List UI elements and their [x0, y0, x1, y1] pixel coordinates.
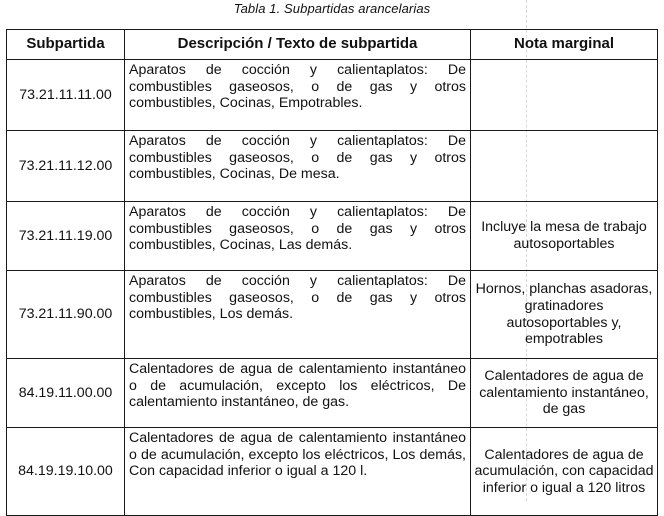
marginal-note: Incluye la mesa de trabajo autosoportables	[471, 202, 658, 271]
subpartida-description: Aparatos de cocción y calientaplatos: De combustibles gaseosos, o de gas y otros combustibles, Cocinas, Las demás.	[125, 202, 471, 271]
header-subpartida: Subpartida	[7, 30, 125, 60]
subpartida-description: Calentadores de agua de calentamiento instantáneo o de acumulación, excepto los eléctricos, De calentamiento instantáneo, de gas.	[125, 359, 471, 428]
table-row	[7, 359, 658, 428]
subpartida-description: Aparatos de cocción y calientaplatos: De combustibles gaseosos, o de gas y otros combustibles, Cocinas, Empotrables.	[125, 60, 471, 131]
marginal-note: Hornos, planchas asadoras, gratinadores autosoportables y, empotrables	[471, 271, 658, 359]
subpartida-code: 84.19.11.00.00	[7, 359, 125, 428]
subpartida-code: 73.21.11.11.00	[7, 60, 125, 131]
subpartida-code: 84.19.19.10.00	[7, 428, 125, 516]
table-row	[7, 60, 658, 131]
subpartida-description: Aparatos de cocción y calientaplatos: De combustibles gaseosos, o de gas y otros combustibles, Cocinas, De mesa.	[125, 131, 471, 202]
subpartida-code: 73.21.11.19.00	[7, 202, 125, 271]
table-row	[7, 428, 658, 516]
subpartida-description: Calentadores de agua de calentamiento instantáneo o de acumulación, excepto los eléctricos, Los demás, Con capacidad inferior o igual a 120 l.	[125, 428, 471, 516]
marginal-note: Calentadores de agua de calentamiento instantáneo, de gas	[471, 359, 658, 428]
marginal-note	[471, 131, 658, 202]
header-nota-marginal: Nota marginal	[471, 30, 658, 60]
header-descripcion: Descripción / Texto de subpartida	[125, 30, 471, 60]
table-row	[7, 131, 658, 202]
table-caption: Tabla 1. Subpartidas arancelarias	[233, 1, 431, 16]
marginal-note	[471, 60, 658, 131]
marginal-note: Calentadores de agua de acumulación, con capacidad inferior o igual a 120 litros	[471, 428, 658, 516]
tariff-table	[6, 29, 658, 516]
table-row	[7, 202, 658, 271]
subpartida-description: Aparatos de cocción y calientaplatos: De combustibles gaseosos, o de gas y otros combustibles, Los demás.	[125, 271, 471, 359]
table-header-row	[7, 30, 658, 60]
table-row	[7, 271, 658, 359]
subpartida-code: 73.21.11.90.00	[7, 271, 125, 359]
subpartida-code: 73.21.11.12.00	[7, 131, 125, 202]
